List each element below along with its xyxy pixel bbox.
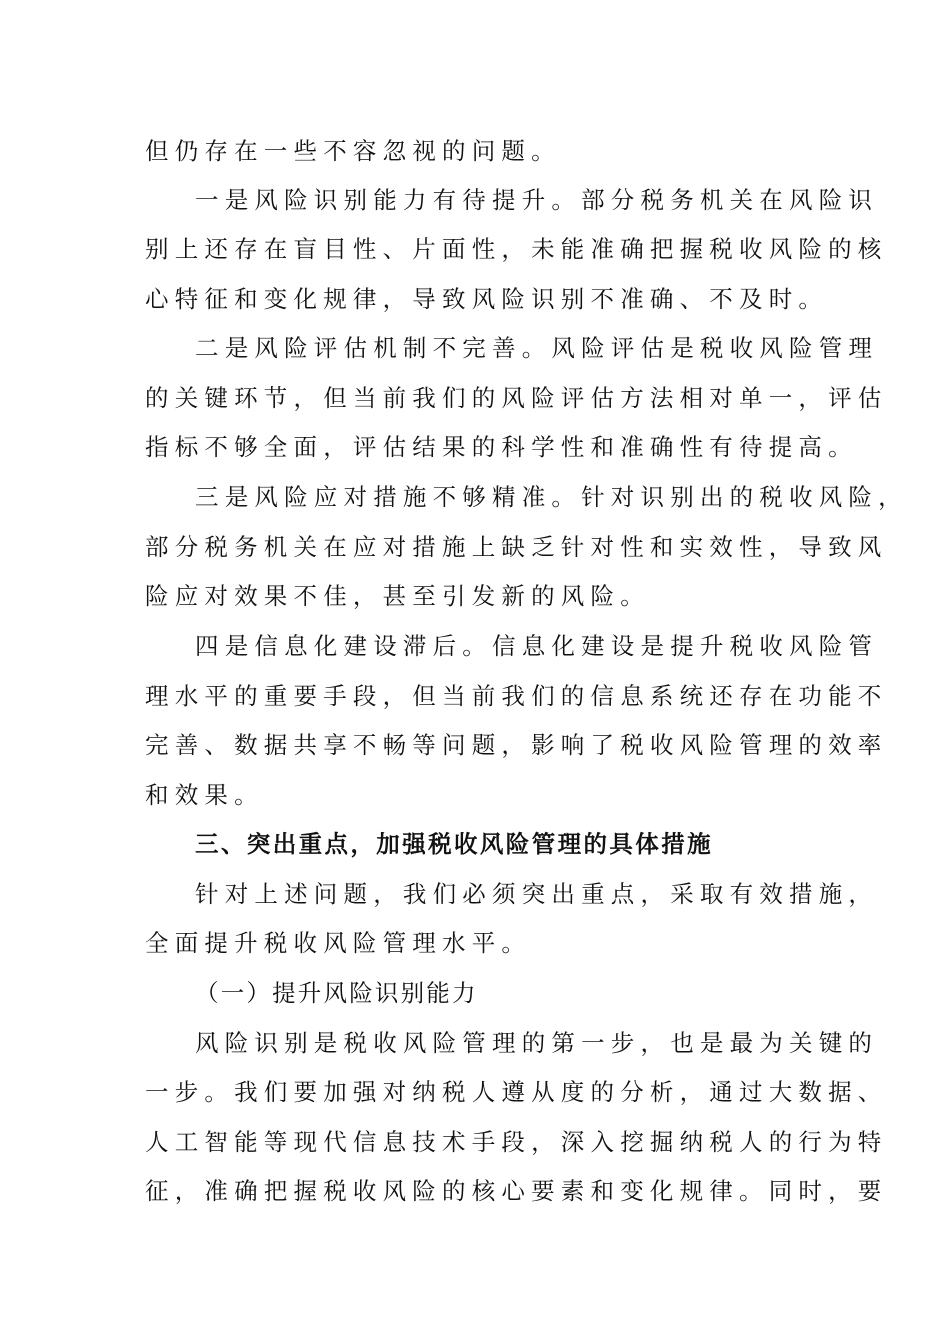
paragraph-line: 险应对效果不佳，甚至引发新的风险。 bbox=[145, 582, 650, 610]
paragraph-line: 针对上述问题，我们必须突出重点，采取有效措施， bbox=[195, 880, 879, 908]
paragraph-line: 理水平的重要手段，但当前我们的信息系统还存在功能不 bbox=[145, 682, 888, 710]
paragraph-line: 人工智能等现代信息技术手段，深入挖掘纳税人的行为特 bbox=[145, 1128, 888, 1156]
paragraph-line: 二是风险评估机制不完善。风险评估是税收风险管理 bbox=[195, 334, 879, 362]
paragraph-line: 部分税务机关在应对措施上缺乏针对性和实效性，导致风 bbox=[145, 533, 888, 561]
paragraph-line: 三是风险应对措施不够精准。针对识别出的税收风险， bbox=[195, 483, 908, 511]
paragraph-line: 一是风险识别能力有待提升。部分税务机关在风险识 bbox=[195, 186, 879, 214]
paragraph-line: 四是信息化建设滞后。信息化建设是提升税收风险管 bbox=[195, 632, 879, 660]
paragraph-line: 但仍存在一些不容忽视的问题。 bbox=[145, 137, 561, 165]
paragraph-line: 全面提升税收风险管理水平。 bbox=[145, 929, 532, 957]
paragraph-line: 一步。我们要加强对纳税人遵从度的分析，通过大数据、 bbox=[145, 1078, 888, 1106]
subsection-heading: （一）提升风险识别能力 bbox=[195, 979, 478, 1007]
paragraph-line: 的关键环节，但当前我们的风险评估方法相对单一，评估 bbox=[145, 384, 888, 412]
paragraph-line: 指标不够全面，评估结果的科学性和准确性有待提高。 bbox=[145, 433, 858, 461]
paragraph-line: 和效果。 bbox=[145, 781, 264, 809]
paragraph-line: 征，准确把握税收风险的核心要素和变化规律。同时，要 bbox=[145, 1177, 888, 1205]
paragraph-line: 风险识别是税收风险管理的第一步，也是最为关键的 bbox=[195, 1029, 879, 1057]
paragraph-line: 别上还存在盲目性、片面性，未能准确把握税收风险的核 bbox=[145, 235, 888, 263]
section-heading: 三、突出重点，加强税收风险管理的具体措施 bbox=[195, 830, 713, 858]
paragraph-line: 完善、数据共享不畅等问题，影响了税收风险管理的效率 bbox=[145, 731, 888, 759]
paragraph-line: 心特征和变化规律，导致风险识别不准确、不及时。 bbox=[145, 285, 829, 313]
